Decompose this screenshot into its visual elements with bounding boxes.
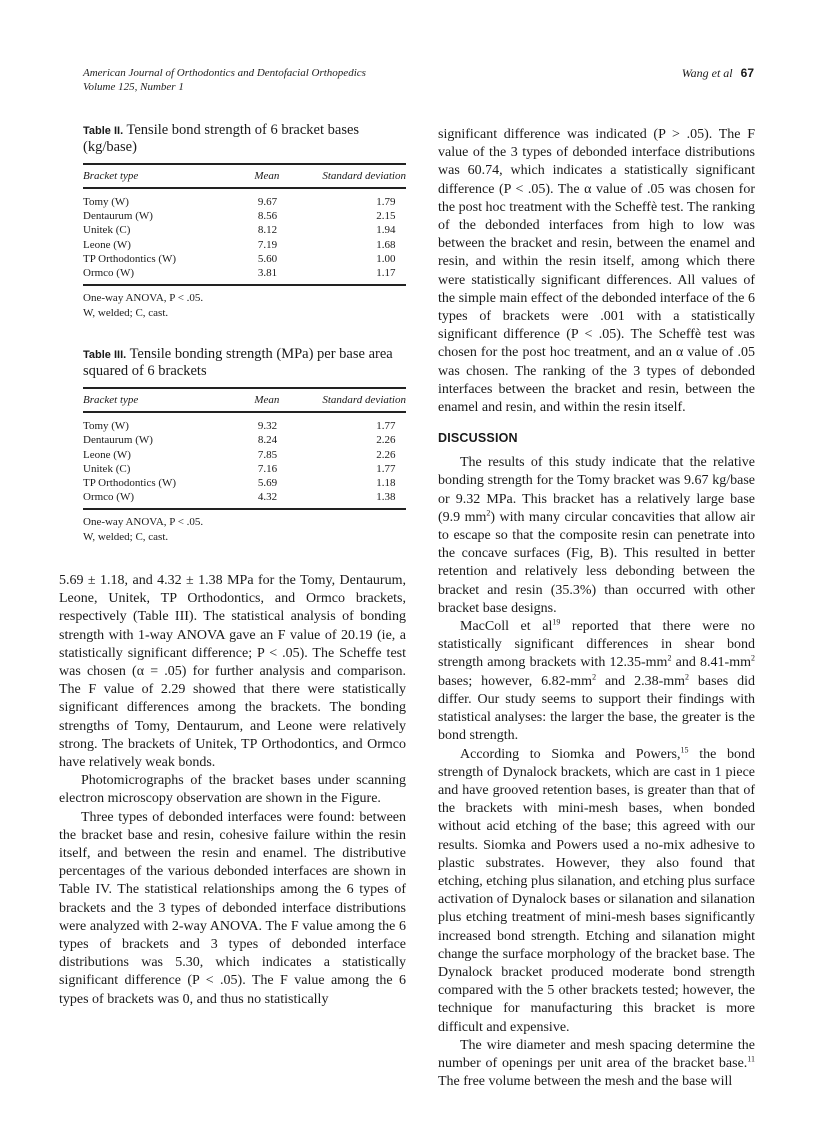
paragraph-siomka-powers: [438, 746, 755, 1037]
running-authors: Wang et al: [681, 66, 733, 80]
table-row: [83, 252, 406, 266]
table-row: [83, 448, 406, 462]
cell-sd: 1.77: [376, 462, 396, 475]
page-number: 67: [740, 66, 754, 80]
table-3-footnote-anova: One-way ANOVA, P < .05.: [83, 516, 204, 529]
text-span: The wire diameter and mesh spacing determine the number of openings per unit area of the bracket base.: [438, 1037, 755, 1071]
text-span: ) with many circular concavities that allow air to escape so that the composite resin can penetrate into the concave surfaces (Fig, B). This resulted in better retention and relatively less debonding between the bracket and resin (35.3%) than occurred with other bracket base designs.: [438, 509, 755, 616]
cell-type: Dentaurum (W): [83, 434, 153, 447]
cell-mean: 8.12: [257, 224, 278, 237]
table-row: [83, 238, 406, 252]
journal-volume: Volume 125, Number 1: [83, 81, 184, 93]
col-header-mean: Mean: [198, 164, 296, 188]
table-row: [83, 433, 406, 447]
table-2: [83, 122, 406, 320]
cell-sd: 2.26: [376, 434, 396, 447]
table-row: [83, 412, 406, 433]
cell-sd: 1.68: [376, 238, 396, 251]
cell-sd: 1.17: [296, 266, 406, 285]
cell-sd: 1.38: [296, 490, 406, 509]
superscript: 2: [751, 653, 755, 663]
cell-mean: 7.19: [257, 238, 278, 251]
left-body-text: [59, 572, 406, 1009]
cell-mean: 8.56: [257, 210, 278, 223]
cell-mean: 7.16: [257, 462, 278, 475]
cell-sd: 1.79: [376, 196, 396, 208]
cell-type: Dentaurum (W): [83, 210, 153, 223]
table-row: [83, 266, 406, 285]
text-span: MacColl et al: [460, 619, 553, 635]
col-header-sd: Standard deviation: [296, 388, 406, 412]
table-2-footnotes: [83, 291, 406, 320]
running-head-right: [682, 66, 754, 80]
running-head-journal: [83, 66, 366, 94]
paragraph-maccoll: [438, 618, 755, 745]
paragraph-discussion-tomy: [438, 454, 755, 618]
section-heading-discussion: DISCUSSION: [438, 431, 518, 446]
table-row: [83, 223, 406, 237]
text-span: the bond strength of Dynalock brackets, which are cast in 1 piece and have grooved retention bases, is greater than that of the brackets with mini-mesh bases, when bonded without acid etching of the base; this agreed with our results. Siomka and Powers used a no-mix adhesive to plastic substrates. However, they also found that etching, etching plus silanation, and etching plus surface activation of Dynalock bases or silanation and silanation plus etching treatment of mini-mesh bases significantly increased bond strength. Etching and silanation might change the surface morphology of the bracket base. The Dynalock bracket produced moderate bond strength compared with the 5 other brackets tested; however, the technique for manufacturing this bracket is more difficult and expensive.: [438, 746, 755, 1035]
cell-type: Leone (W): [83, 448, 131, 461]
cell-mean: 7.85: [257, 448, 278, 461]
text-span: reported that there were no statistically significant differences in shear bond strength among brackets with 12.35-mm: [438, 619, 755, 671]
table-2-title: Tensile bond strength of 6 bracket bases (kg/base): [83, 122, 360, 155]
cell-mean: 3.81: [198, 266, 296, 285]
paragraph-photomicrographs: Photomicrographs of the bracket bases under scanning electron microscopy observation are shown in the Figure.: [59, 773, 406, 807]
table-3-caption: [83, 346, 406, 379]
table-3-footnotes: [83, 515, 406, 544]
table-3-grid: [83, 387, 406, 510]
text-span: and 2.38-mm: [596, 673, 686, 689]
paragraph-debonded-interfaces: Three types of debonded interfaces were found: between the bracket base and resin, cohesive failure within the resin itself, and between the resin and enamel. The distributive percentages of the various debonded interfaces are shown in Table IV. The statistical relationships among the 6 types of brackets and the 3 types of debonded interface distributions were analyzed with 2-way ANOVA. The F value among the 6 types of brackets and 3 types of debonded interface distributions was 5.30, which indicates a statistically significant difference (P < .05). The F value among the 6 types of brackets was 0, and thus no statistically: [59, 809, 406, 1007]
table-row: [83, 462, 406, 476]
cell-type: Tomy (W): [83, 196, 129, 208]
cell-type: Tomy (W): [83, 420, 129, 433]
paragraph-results-mpa: 5.69 ± 1.18, and 4.32 ± 1.38 MPa for the Tomy, Dentaurum, Leone, Unitek, TP Orthodontics, and Ormco brackets, respectively (Table III). The statistical analysis of bonding strength with 1-way ANOVA gave an F value of 20.19 (ie, a statistically significant difference; P < .05). The Scheffe test was chosen (α = .05) for further analysis and comparison. The F value of 2.29 showed that there were statistically significant differences among the brackets. The bonding strengths of Tomy, Dentaurum, and Leone were relatively strong. The brackets of Unitek, TP Orthodontics, and Ormco have relatively weak bonds.: [59, 573, 406, 771]
cell-type: Ormco (W): [83, 266, 198, 285]
table-row: [83, 188, 406, 209]
cell-sd: 2.15: [376, 210, 396, 223]
cell-sd: 1.18: [376, 477, 396, 490]
col-header-bracket-type: Bracket type: [83, 388, 198, 412]
citation-ref: 15: [680, 744, 689, 754]
table-3-footnote-abbrev: W, welded; C, cast.: [83, 530, 169, 543]
col-header-sd: Standard deviation: [296, 164, 406, 188]
superscript: 2: [486, 508, 491, 518]
table-2-grid: [83, 163, 406, 286]
table-row: [83, 476, 406, 490]
col-header-mean: Mean: [198, 388, 296, 412]
table-2-footnote-abbrev: W, welded; C, cast.: [83, 306, 169, 319]
table-2-caption: [83, 122, 406, 155]
table-3-label: Table III.: [83, 349, 127, 362]
cell-type: Unitek (C): [83, 224, 131, 237]
table-2-label: Table II.: [83, 125, 124, 137]
cell-mean: 9.32: [257, 420, 278, 433]
paragraph-wire-diameter: [438, 1037, 755, 1092]
cell-type: Unitek (C): [83, 462, 131, 475]
cell-mean: 9.67: [257, 196, 278, 208]
cell-sd: 1.94: [376, 224, 396, 237]
superscript: 2: [685, 672, 690, 682]
cell-sd: 1.00: [376, 252, 396, 265]
cell-mean: 4.32: [198, 490, 296, 509]
col-header-bracket-type: Bracket type: [83, 164, 198, 188]
table-3-title: Tensile bonding strength (MPa) per base area squared of 6 brackets: [83, 346, 393, 380]
text-span: and 8.41-mm: [671, 655, 751, 671]
superscript: 2: [592, 672, 597, 682]
superscript: 2: [667, 653, 672, 663]
cell-sd: 1.77: [376, 420, 396, 433]
text-span: bases; however, 6.82-mm: [438, 673, 593, 689]
cell-mean: 5.60: [257, 252, 278, 265]
citation-ref: 11: [747, 1054, 755, 1064]
cell-type: Leone (W): [83, 238, 131, 251]
table-row: [83, 490, 406, 509]
journal-title: American Journal of Orthodontics and Dentofacial Orthopedics: [83, 67, 366, 79]
cell-type: TP Orthodontics (W): [83, 477, 177, 490]
text-span: The free volume between the mesh and the base will: [438, 1074, 733, 1090]
citation-ref: 19: [552, 617, 561, 627]
table-2-footnote-anova: One-way ANOVA, P < .05.: [83, 292, 204, 305]
table-row: [83, 209, 406, 223]
cell-mean: 5.69: [257, 477, 278, 490]
cell-sd: 2.26: [376, 448, 396, 461]
text-span: According to Siomka and Powers,: [460, 746, 681, 762]
left-column: [59, 122, 406, 1007]
cell-type: TP Orthodontics (W): [83, 252, 177, 265]
text-span: The results of this study indicate that the relative bonding strength for the Tomy bracket was 9.67 kg/base or 9.32 MPa. This bracket has a relatively large base (9.9 mm: [438, 455, 755, 525]
cell-type: Ormco (W): [83, 490, 198, 509]
right-column: [438, 126, 755, 1091]
text-span: bases did differ. Our study seems to support their findings with statistical analyses: the larger the base, the greater is the bond strength.: [438, 673, 756, 744]
table-3: [83, 346, 406, 544]
cell-mean: 8.24: [257, 434, 278, 447]
paragraph-anova-continued: significant difference was indicated (P > .05). The F value of the 3 types of debonded interface distributions was 60.74, which indicates a statistically significant difference (P < .05). The α value of .05 was chosen for the post hoc treatment with the Scheffè test. The ranking of the debonded interfaces from high to low was between the bracket and resin, between the enamel and resin, and within the resin itself, among which there were statistically significant differences. All values of the simple main effect of the debonded interface of the 6 types of brackets were .001 with a statistically significant difference (P < .05). The Scheffè test was chosen for the post hoc treatment, and an α value of .05 was chosen. The ranking of the 3 types of debonded interfaces between the bracket and resin, between the enamel and resin, and within the resin itself.: [438, 127, 755, 416]
